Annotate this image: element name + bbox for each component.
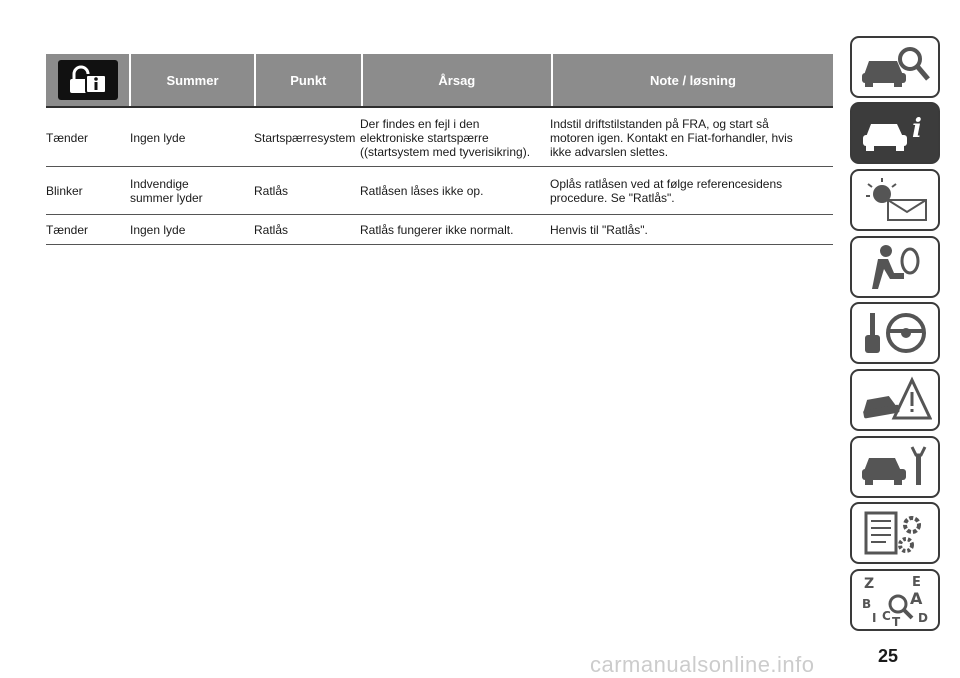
svg-text:E: E — [912, 575, 921, 590]
cell-aarsag: Ratlåsen låses ikke op. — [360, 184, 484, 198]
cell-indicator: Tænder — [46, 223, 89, 237]
specifications-gear-icon — [858, 507, 932, 559]
svg-text:Z: Z — [864, 576, 875, 592]
cell-aarsag: Ratlås fungerer ikke normalt. — [360, 223, 514, 237]
tab-getting-to-know-car[interactable] — [850, 36, 940, 98]
svg-text:T: T — [892, 615, 901, 626]
svg-text:D: D — [918, 611, 928, 625]
header-aarsag: Årsag — [361, 54, 551, 106]
info-table — [46, 54, 833, 245]
cell-indicator: Tænder — [46, 130, 89, 145]
tab-knowing-instruments[interactable] — [850, 102, 940, 164]
immobilizer-lock-icon — [58, 60, 118, 100]
cell-summer: Indvendige summer lyder — [130, 177, 203, 205]
tab-starting-driving[interactable] — [850, 302, 940, 364]
cell-punkt: Ratlås — [254, 184, 289, 198]
tab-maintenance[interactable] — [850, 436, 940, 498]
seat-airbag-icon — [858, 241, 932, 293]
warning-light-message-icon — [858, 174, 932, 226]
cell-indicator: Blinker — [46, 184, 83, 198]
tab-technical-data[interactable] — [850, 502, 940, 564]
tab-emergency[interactable] — [850, 369, 940, 431]
table-row — [46, 108, 833, 167]
tab-index[interactable] — [850, 569, 940, 631]
cell-aarsag: Der findes en fejl i den elektroniske startspærre ((startsystem med tyverisikring). — [360, 116, 531, 159]
svg-text:C: C — [882, 609, 891, 623]
cell-summer: Ingen lyde — [130, 223, 186, 237]
cell-note: Oplås ratlåsen ved at følge referencesidens procedure. Se "Ratlås". — [550, 177, 783, 205]
header-punkt: Punkt — [254, 54, 361, 106]
svg-text:I: I — [872, 611, 877, 625]
watermark: carmanualsonline.info — [590, 652, 815, 677]
cell-punkt: Ratlås — [254, 223, 289, 237]
car-crash-warning-icon — [858, 374, 932, 426]
table-header — [46, 54, 833, 108]
tab-warning-lights[interactable] — [850, 169, 940, 231]
cell-note: Henvis til "Ratlås". — [550, 223, 648, 237]
page-number: 25 — [878, 646, 899, 666]
cell-summer: Ingen lyde — [130, 130, 186, 145]
car-info-icon — [858, 107, 932, 159]
svg-text:B: B — [862, 597, 872, 611]
header-note: Note / løsning — [551, 54, 833, 106]
table-row — [46, 215, 833, 245]
svg-text:i: i — [912, 114, 922, 144]
header-icon-cell — [46, 54, 129, 106]
header-summer: Summer — [129, 54, 254, 106]
key-steering-wheel-icon — [858, 307, 932, 359]
cell-punkt: Startspærresystem — [254, 130, 356, 145]
tab-safety[interactable] — [850, 236, 940, 298]
alphabetical-index-icon — [858, 574, 932, 626]
cell-note: Indstil driftstilstanden på FRA, og start så motoren igen. Kontakt en Fiat-forhandler, hvis ikke advarslen slettes. — [550, 116, 793, 159]
car-search-icon — [858, 41, 932, 93]
table-row — [46, 167, 833, 215]
car-wrench-icon — [858, 441, 932, 493]
svg-text:A: A — [910, 589, 923, 608]
